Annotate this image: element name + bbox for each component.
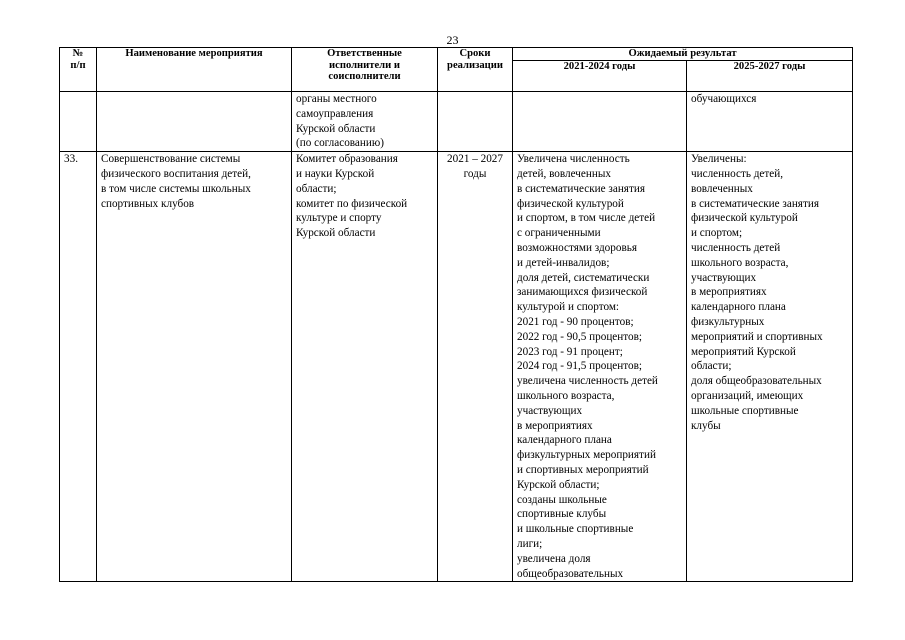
- cell-line: 2023 год - 91 процент;: [517, 345, 623, 358]
- cell-line: самоуправления: [296, 107, 374, 120]
- header-terms: [438, 48, 513, 92]
- header-name-label: Наименование мероприятия: [125, 48, 263, 59]
- cell-line: клубы: [691, 419, 721, 432]
- header-name: [97, 48, 292, 92]
- cell-line: доля общеобразовательных: [691, 375, 822, 388]
- cell-line: участвующих: [517, 404, 583, 417]
- cell-line: вовлеченных: [691, 182, 753, 195]
- cell-line: области;: [691, 360, 732, 373]
- cell-line: общеобразовательных: [517, 567, 624, 580]
- cell-line: и спортом, в том числе детей: [517, 212, 656, 225]
- cell-line: комитет по физической: [296, 197, 408, 210]
- header-num-line: п/п: [70, 59, 86, 71]
- table-row: [60, 152, 853, 582]
- cell-line: доля детей, систематически: [517, 271, 650, 284]
- header-expected-result: [513, 48, 853, 61]
- cell-line: годы: [463, 167, 487, 180]
- cell-line: (по согласованию): [296, 137, 384, 150]
- cell-line: лиги;: [517, 537, 543, 550]
- header-responsible: [292, 48, 438, 92]
- cell-num: [60, 92, 97, 152]
- header-responsible-line: соисполнители: [328, 71, 401, 82]
- cell-line: области;: [296, 182, 337, 195]
- cell-line: численность детей,: [691, 167, 784, 180]
- cell-line: школьные спортивные: [691, 404, 799, 417]
- header-terms-line: реализации: [447, 59, 503, 71]
- page-number: 23: [446, 33, 459, 47]
- cell-terms: [438, 152, 513, 582]
- cell-line: численность детей: [691, 241, 781, 254]
- cell-line: и спортивных мероприятий: [517, 463, 649, 476]
- cell-line: организаций, имеющих: [691, 389, 804, 402]
- cell-result-2025-2027: [687, 92, 853, 152]
- cell-line: в систематические занятия: [691, 197, 819, 210]
- cell-line: в мероприятиях: [691, 286, 767, 299]
- cell-line: календарного плана: [517, 434, 612, 447]
- cell-line: физического воспитания детей,: [101, 167, 251, 180]
- cell-line: культуре и спорту: [296, 212, 382, 225]
- header-responsible-line: Ответственные: [327, 48, 402, 59]
- header-num-line: №: [72, 48, 84, 59]
- cell-line: Увеличены:: [691, 153, 747, 166]
- cell-line: Курской области: [296, 122, 376, 135]
- cell-line: мероприятий Курской: [691, 345, 796, 358]
- cell-responsible: [292, 152, 438, 582]
- cell-line: Курской области;: [517, 478, 600, 491]
- cell-line: школьного возраста,: [517, 389, 615, 402]
- header-terms-line: Сроки: [459, 48, 491, 59]
- cell-num: 33.: [60, 152, 97, 582]
- document-table: [59, 47, 853, 582]
- cell-line: с ограниченными: [517, 227, 601, 240]
- cell-line: 2021 – 2027: [447, 153, 503, 166]
- cell-line: 2021 год - 90 процентов;: [517, 315, 634, 328]
- cell-name: [97, 152, 292, 582]
- cell-line: физкультурных: [691, 315, 765, 328]
- cell-line: Совершенствование системы: [101, 153, 241, 166]
- cell-line: и науки Курской: [296, 167, 375, 180]
- cell-line: участвующих: [691, 271, 757, 284]
- cell-line: созданы школьные: [517, 493, 607, 506]
- cell-line: в мероприятиях: [517, 419, 593, 432]
- cell-line: и школьные спортивные: [517, 523, 634, 536]
- cell-line: в том числе системы школьных: [101, 182, 251, 195]
- cell-line: и детей-инвалидов;: [517, 256, 610, 269]
- header-period-2025-2027: [687, 61, 853, 92]
- cell-line: спортивных клубов: [101, 197, 195, 210]
- cell-line: школьного возраста,: [691, 256, 789, 269]
- cell-result-2025-2027: [687, 152, 853, 582]
- cell-line: Увеличена численность: [517, 153, 630, 166]
- cell-line: Комитет образования: [296, 153, 398, 166]
- cell-line: Курской области: [296, 227, 376, 240]
- cell-line: физической культурой: [517, 197, 624, 210]
- cell-name: [97, 92, 292, 152]
- header-expected-label: Ожидаемый результат: [628, 48, 737, 59]
- cell-line: физической культурой: [691, 212, 798, 225]
- cell-line: детей, вовлеченных: [517, 167, 611, 180]
- header-period-label: 2021-2024 годы: [563, 61, 636, 72]
- cell-line: культурой и спортом:: [517, 301, 620, 314]
- cell-line: в систематические занятия: [517, 182, 645, 195]
- cell-line: органы местного: [296, 93, 377, 105]
- header-period-label: 2025-2027 годы: [733, 61, 806, 72]
- cell-line: возможностями здоровья: [517, 241, 637, 254]
- cell-result-2021-2024: [513, 92, 687, 152]
- cell-result-2021-2024: [513, 152, 687, 582]
- cell-line: увеличена доля: [517, 552, 591, 565]
- cell-line: 2022 год - 90,5 процентов;: [517, 330, 642, 343]
- cell-line: обучающихся: [691, 93, 757, 105]
- cell-line: занимающихся физической: [517, 286, 648, 299]
- cell-responsible: [292, 92, 438, 152]
- cell-line: физкультурных мероприятий: [517, 449, 656, 462]
- cell-line: и спортом;: [691, 227, 743, 240]
- cell-line: мероприятий и спортивных: [691, 330, 823, 343]
- cell-line: спортивные клубы: [517, 508, 607, 521]
- header-responsible-line: исполнители и: [329, 59, 400, 71]
- cell-terms: [438, 92, 513, 152]
- cell-line: 2024 год - 91,5 процентов;: [517, 360, 642, 373]
- cell-line: увеличена численность детей: [517, 375, 658, 388]
- cell-line: календарного плана: [691, 301, 786, 314]
- header-period-2021-2024: [513, 61, 687, 92]
- table-row: [60, 92, 853, 152]
- header-num: [60, 48, 97, 92]
